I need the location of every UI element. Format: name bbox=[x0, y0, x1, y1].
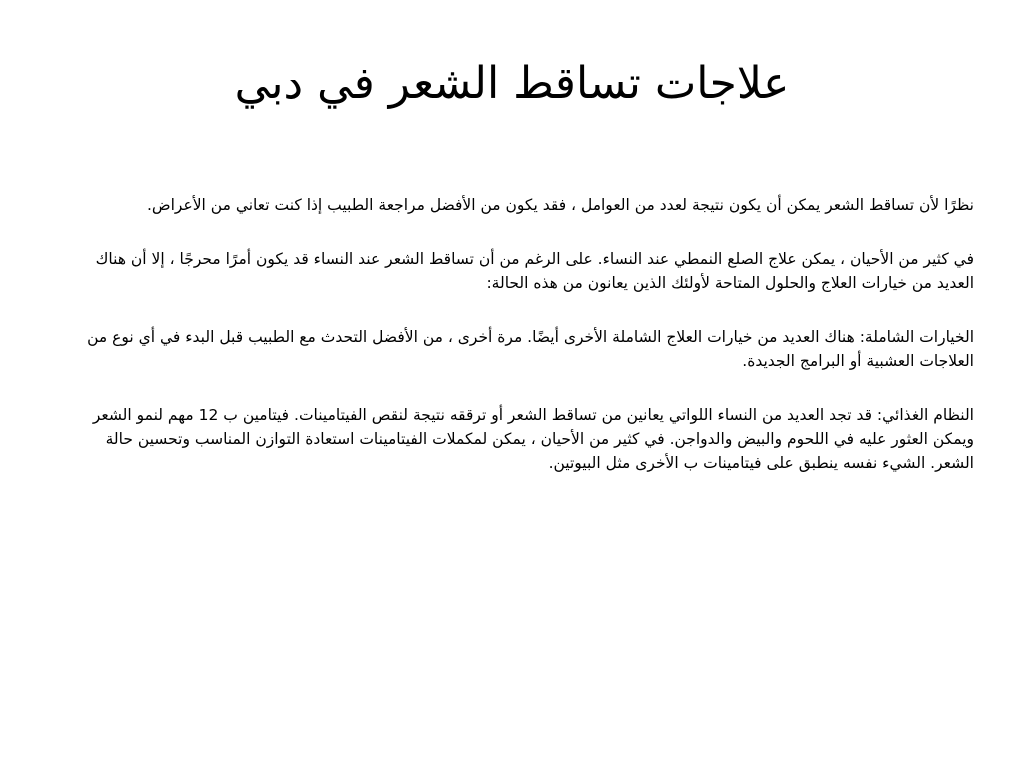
slide-title: علاجات تساقط الشعر في دبي bbox=[234, 58, 790, 109]
paragraph-treatment-options: في كثير من الأحيان ، يمكن علاج الصلع النمطي عند النساء. على الرغم من أن تساقط الشعر عند النساء قد يكون أمرًا محرجًا ، إلا أن هناك العديد من خيارات العلاج والحلول المتاحة لأولئك الذين يعانون من هذه الحالة: bbox=[95, 250, 974, 292]
paragraph-intro: نظرًا لأن تساقط الشعر يمكن أن يكون نتيجة لعدد من العوامل ، فقد يكون من الأفضل مراجعة الطبيب إذا كنت تعاني من الأعراض. bbox=[146, 196, 974, 214]
slide-body bbox=[78, 193, 974, 505]
paragraph-diet: النظام الغذائي: قد تجد العديد من النساء اللواتي يعانين من تساقط الشعر أو ترققه نتيجة لنقص الفيتامينات. فيتامين ب 12 مهم لنمو الشعر ويمكن العثور عليه في اللحوم والبيض والدواجن. في كثير من الأحيان ، يمكن لمكملات الفيتامينات استعادة التوازن المناسب وتحسين حالة الشعر. الشيء نفسه ينطبق على فيتامينات ب الأخرى مثل البيوتين. bbox=[92, 406, 974, 472]
paragraph-holistic-options: الخيارات الشاملة: هناك العديد من خيارات العلاج الشاملة الأخرى أيضًا. مرة أخرى ، من الأفضل التحدث مع الطبيب قبل البدء في أي نوع من العلاجات العشبية أو البرامج الجديدة. bbox=[87, 328, 974, 370]
